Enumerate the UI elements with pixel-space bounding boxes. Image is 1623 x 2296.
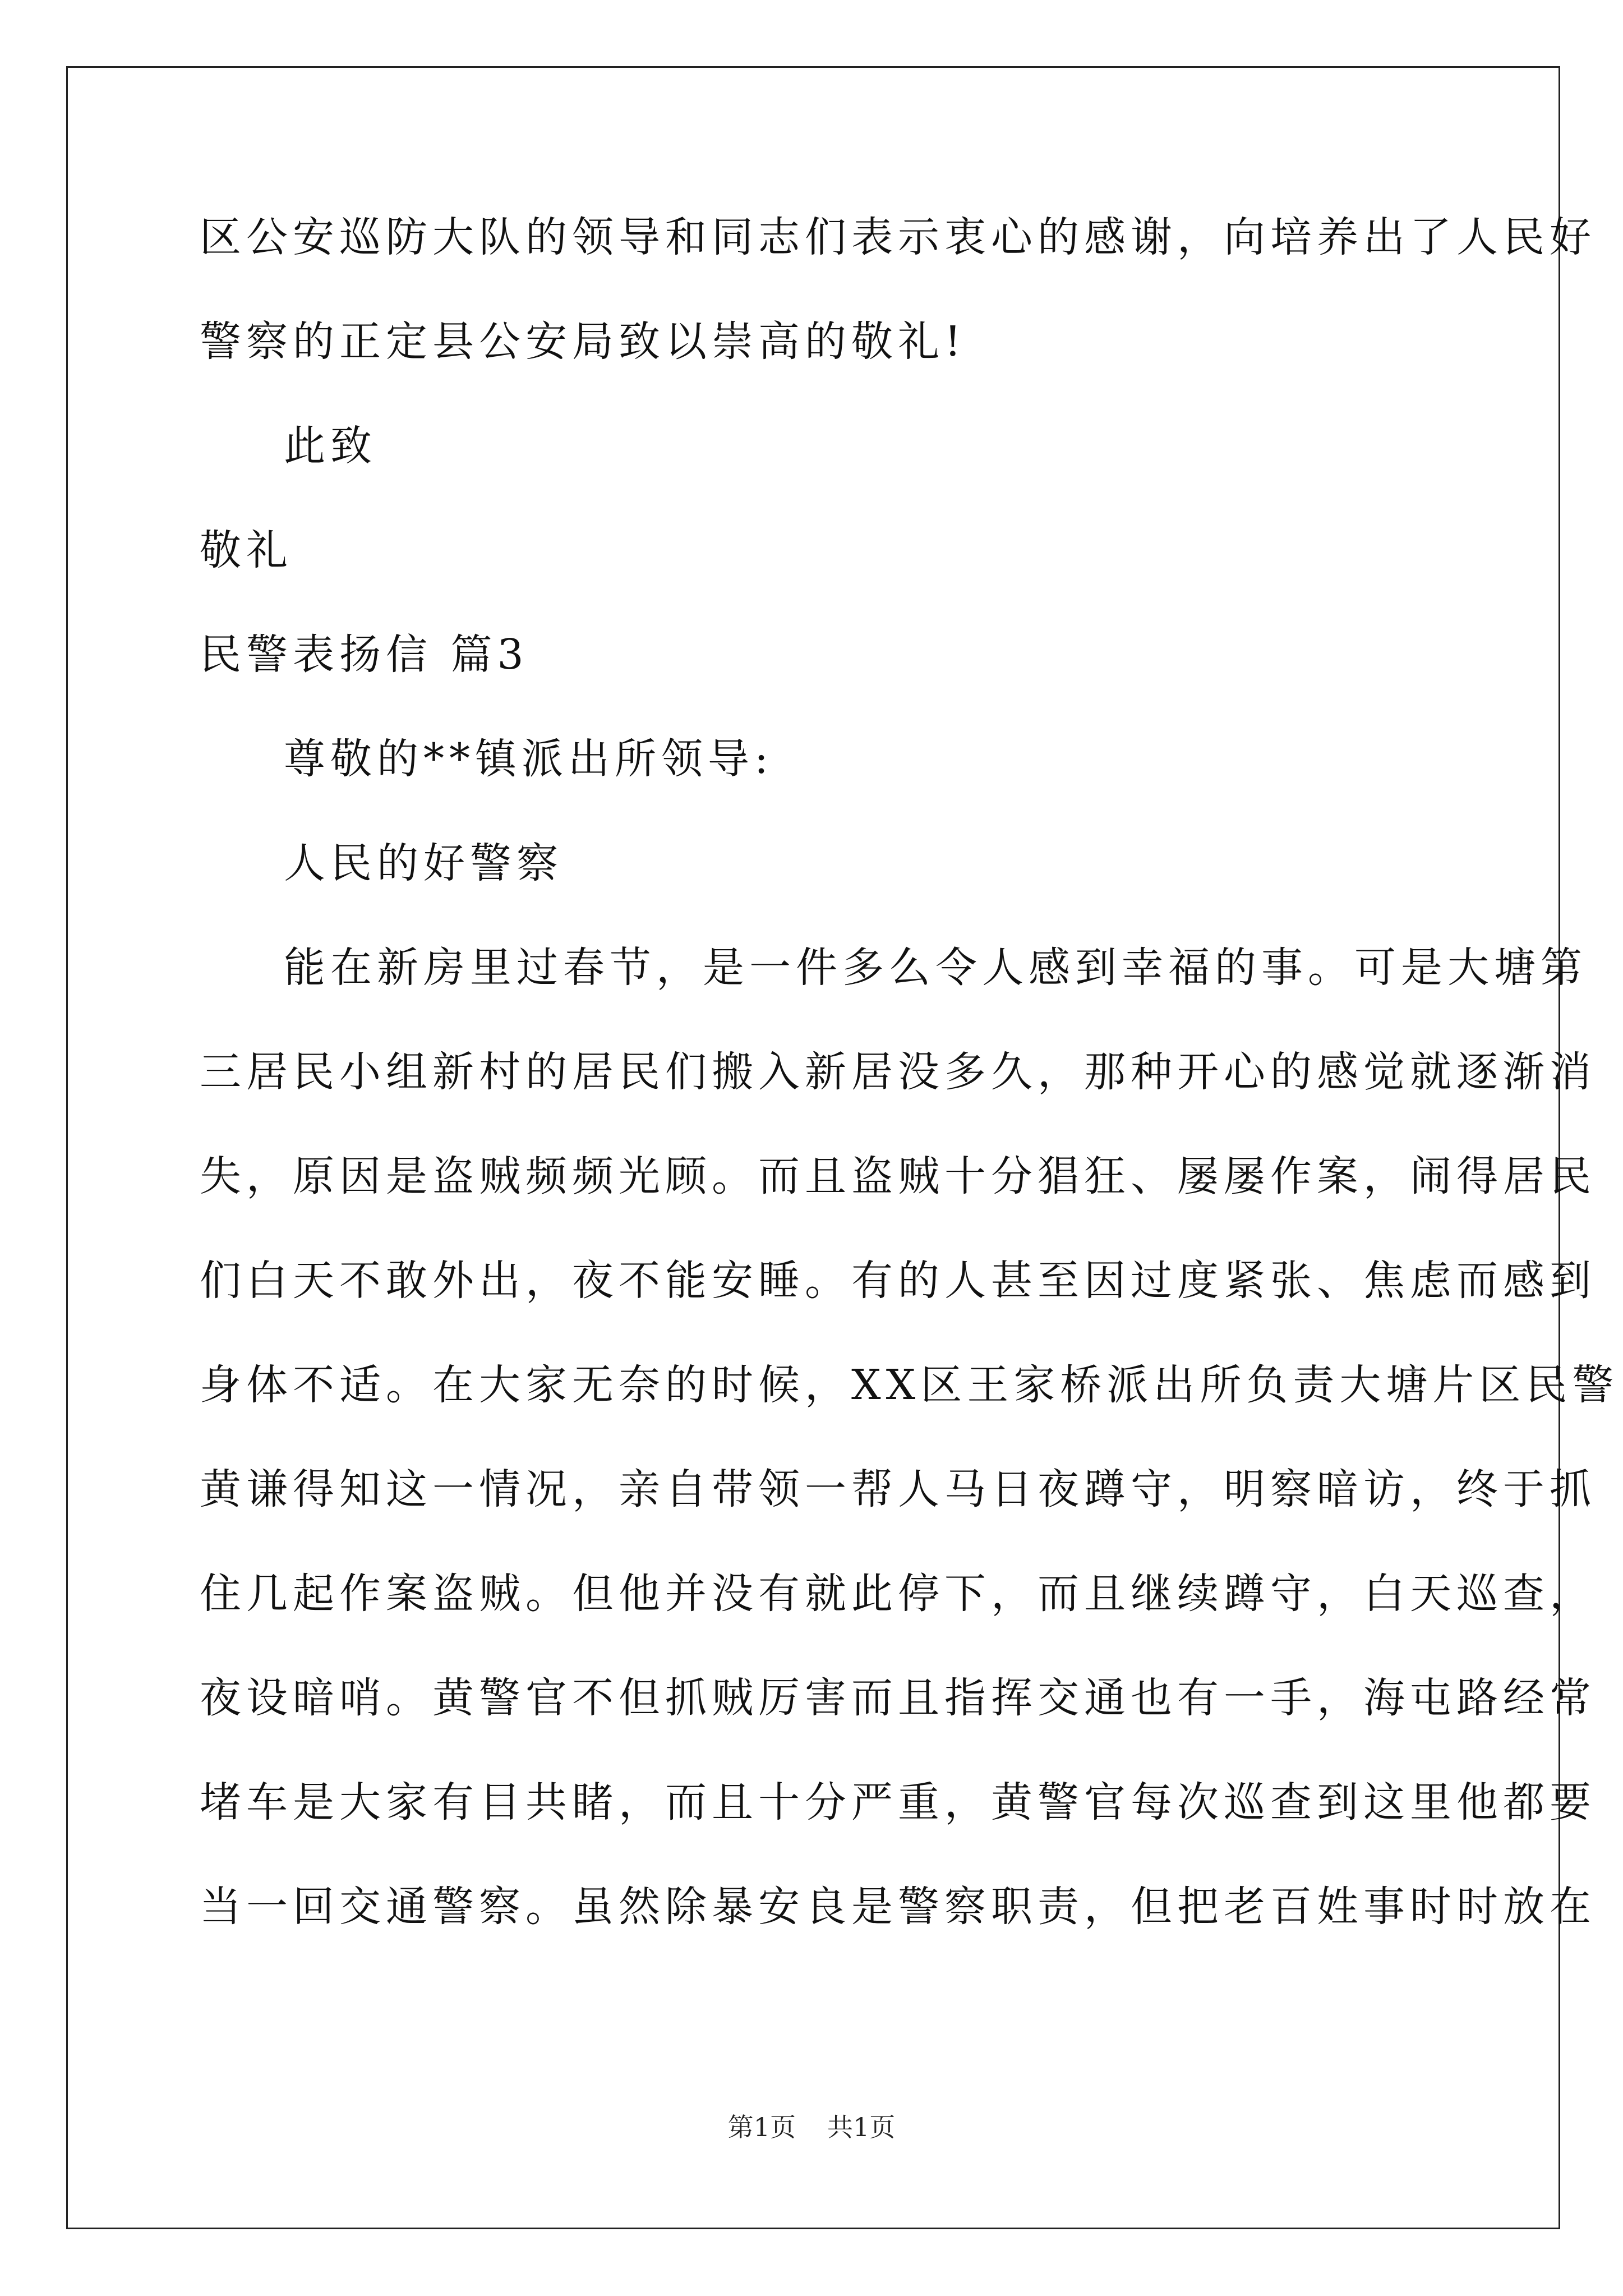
text-line: 当一回交通警察。虽然除暴安良是警察职责，但把老百姓事时时放在: [200, 1883, 1596, 1931]
text-line: 人民的好警察: [284, 839, 563, 887]
text-line: 三居民小组新村的居民们搬入新居没多久，那种开心的感觉就逐渐消: [200, 1048, 1596, 1096]
text-line: 们白天不敢外出，夜不能安睡。有的人甚至因过度紧张、焦虑而感到: [200, 1257, 1596, 1305]
text-line: 敬礼: [200, 526, 293, 574]
document-body: [200, 213, 1619, 1990]
text-line: 区公安巡防大队的领导和同志们表示衷心的感谢，向培养出了人民好: [200, 213, 1596, 261]
text-line: 身体不适。在大家无奈的时候，XX区王家桥派出所负责大塘片区民警: [200, 1361, 1619, 1409]
text-line: 失，原因是盗贼频频光顾。而且盗贼十分猖狂、屡屡作案，闹得居民: [200, 1152, 1596, 1200]
text-line: 夜设暗哨。黄警官不但抓贼厉害而且指挥交通也有一手，海屯路经常: [200, 1674, 1596, 1722]
page-number: 第1页: [727, 2112, 796, 2142]
text-line: 警察的正定县公安局致以崇高的敬礼!: [200, 318, 966, 366]
text-line: 民警表扬信 篇3: [200, 631, 529, 679]
text-line: 尊敬的**镇派出所领导:: [284, 735, 773, 783]
text-line: 黄谦得知这一情况，亲自带领一帮人马日夜蹲守，明察暗访，终于抓: [200, 1465, 1596, 1513]
text-line: 此致: [284, 422, 377, 470]
page-total: 共1页: [827, 2112, 896, 2142]
text-line: 堵车是大家有目共睹，而且十分严重，黄警官每次巡查到这里他都要: [200, 1778, 1596, 1826]
page-footer: [0, 2107, 1623, 2144]
text-line: 能在新房里过春节，是一件多么令人感到幸福的事。可是大塘第: [284, 944, 1587, 992]
text-line: 住几起作案盗贼。但他并没有就此停下，而且继续蹲守，白天巡查，: [200, 1570, 1596, 1618]
